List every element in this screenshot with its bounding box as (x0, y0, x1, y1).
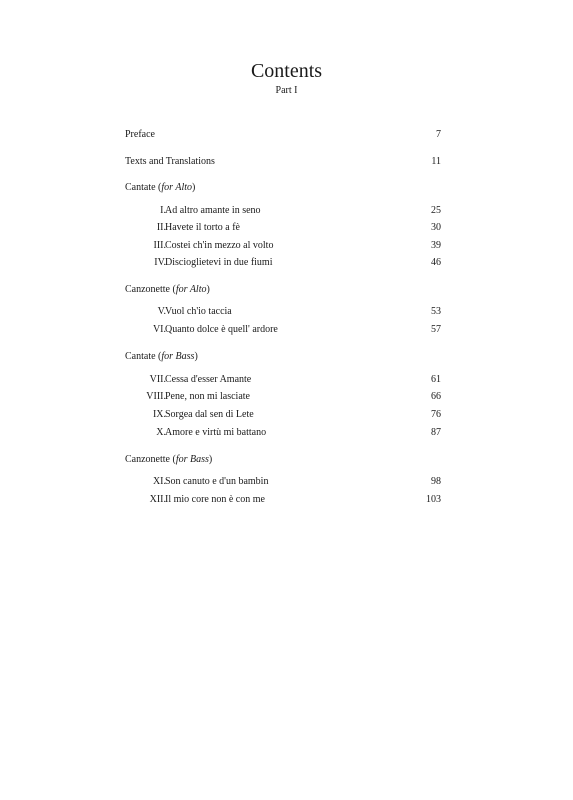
entry-title: Costei ch'in mezzo al volto (165, 240, 274, 251)
section-heading-text: Cantate (125, 182, 156, 193)
entry-title: Quanto dolce è quell' ardore (165, 324, 278, 335)
toc-entry[interactable] (125, 493, 441, 507)
toc-page-number: 7 (436, 129, 441, 140)
page-subtitle: Part I (275, 85, 298, 96)
entry-numeral: XII. (149, 494, 166, 505)
entry-numeral: I. (160, 205, 166, 216)
toc-entry[interactable] (125, 305, 441, 319)
toc-page-number: 53 (431, 306, 441, 317)
toc-entry[interactable] (125, 408, 441, 422)
toc-label: Preface (125, 129, 155, 140)
toc-entry[interactable] (125, 373, 441, 387)
toc-page-number: 76 (431, 409, 441, 420)
entry-title: Pene, non mi lasciate (165, 391, 250, 402)
entry-numeral: IV. (154, 257, 166, 268)
toc-entry[interactable] (125, 221, 441, 235)
toc-page-number: 30 (431, 222, 441, 233)
entry-title: Cessa d'esser Amante (165, 374, 252, 385)
entry-title: Amore e virtù mi battano (165, 427, 267, 438)
toc-page-number: 39 (431, 240, 441, 251)
toc-page-number: 87 (431, 427, 441, 438)
toc-entry[interactable] (125, 256, 441, 270)
entry-numeral: VIII. (146, 391, 166, 402)
toc-page-number: 46 (431, 257, 441, 268)
entry-numeral: III. (153, 240, 166, 251)
section-heading: Cantate (for Alto) (125, 182, 196, 193)
entry-numeral: II. (156, 222, 166, 233)
toc-page-number: 61 (431, 374, 441, 385)
section-voice: for Bass (175, 454, 209, 465)
toc-row-preface[interactable] (125, 128, 441, 142)
toc-page-number: 103 (426, 494, 441, 505)
entry-numeral: VI. (152, 324, 166, 335)
entry-title: Il mio core non è con me (165, 494, 265, 505)
entry-numeral: XI. (152, 476, 166, 487)
entry-numeral: IX. (152, 409, 166, 420)
entry-title: Ad altro amante in seno (165, 205, 261, 216)
entry-title: Sorgea dal sen di Lete (165, 409, 254, 420)
entry-numeral: V. (157, 306, 166, 317)
entry-title: Son canuto e d'un bambin (165, 476, 269, 487)
section-heading: Canzonette (for Alto) (125, 284, 210, 295)
entry-numeral: VII. (149, 374, 166, 385)
entry-numeral: X. (156, 427, 166, 438)
page-title: Contents (250, 60, 323, 82)
entry-title: Vuol ch'io taccia (165, 306, 232, 317)
toc-row-texts-translations[interactable] (125, 155, 441, 169)
section-voice: for Alto (175, 284, 207, 295)
section-heading: Cantate (for Bass) (125, 351, 198, 362)
toc-entry[interactable] (125, 204, 441, 218)
entry-title: Discioglietevi in due fiumi (165, 257, 273, 268)
toc-entry[interactable] (125, 239, 441, 253)
toc-label: Texts and Translations (125, 156, 215, 167)
toc-page-number: 57 (431, 324, 441, 335)
section-heading-text: Canzonette (125, 284, 170, 295)
toc-entry[interactable] (125, 475, 441, 489)
toc-entry[interactable] (125, 426, 441, 440)
section-heading-text: Cantate (125, 351, 156, 362)
toc-page-number: 25 (431, 205, 441, 216)
entry-title: Havete il torto a fè (165, 222, 240, 233)
toc-page-number: 98 (431, 476, 441, 487)
section-heading-text: Canzonette (125, 454, 170, 465)
toc-page-number: 11 (431, 156, 441, 167)
toc-entry[interactable] (125, 323, 441, 337)
section-voice: for Bass (161, 351, 195, 362)
toc-entry[interactable] (125, 390, 441, 404)
toc-page-number: 66 (431, 391, 441, 402)
section-voice: for Alto (161, 182, 193, 193)
section-heading: Canzonette (for Bass) (125, 454, 213, 465)
